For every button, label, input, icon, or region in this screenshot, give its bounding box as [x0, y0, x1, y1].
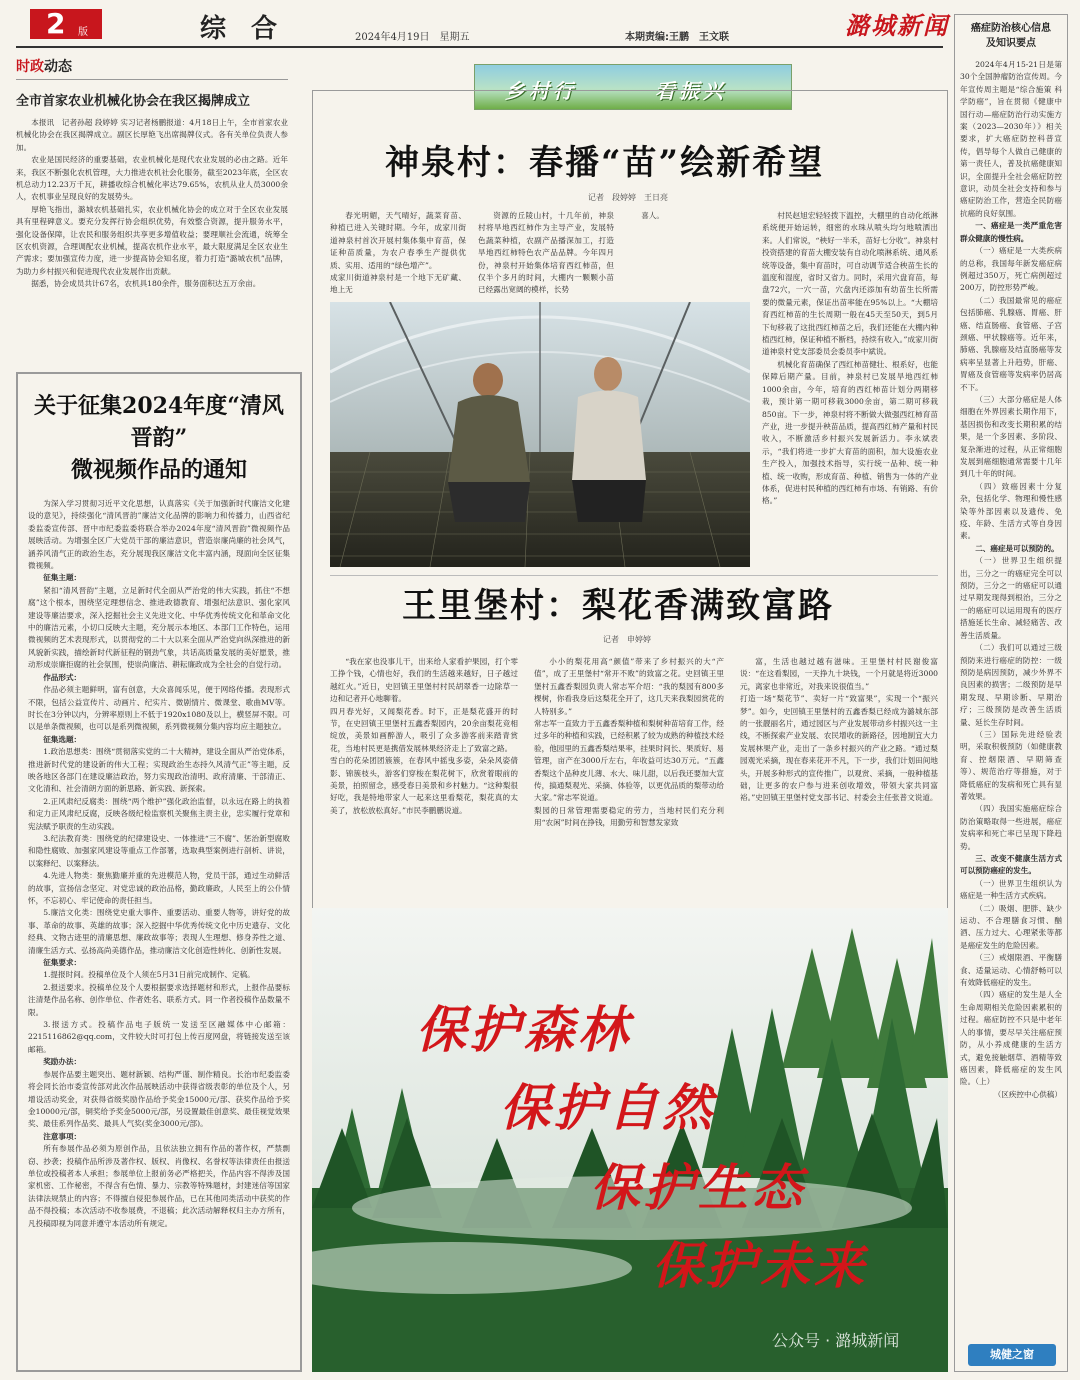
issue-date: 2024年4月19日 星期五	[355, 32, 470, 43]
notice-direction: 2.正风肃纪反腐类：围绕“两个维护”强化政治监督，以永远在路上的执着和定力正风肃纪反腐，反映各级纪检监察机关聚焦主责主业，忠实履行党章和宪法赋予职责的生动实践。	[28, 796, 290, 831]
health-sidebar	[954, 14, 1068, 1372]
sidebar-section: 二、癌症是可以预防的。	[975, 543, 1059, 553]
article1-column-3: 喜人。	[641, 211, 664, 220]
forest-slogan-2: 保护自然	[500, 1078, 716, 1137]
sidebar-section: （二）吸烟、肥胖、缺少运动、不合理膳食习惯、酗酒、压力过大、心理紧张等都是癌症发生的危险因素。	[960, 903, 1062, 950]
page-number: 2	[46, 7, 66, 40]
section-name: 综 合	[200, 14, 286, 44]
sidebar-section: （四）致癌因素十分复杂，包括化学、物理和慢性感染等外部因素以及遗传、免疫、年龄、生活方式等自身因素。	[960, 481, 1062, 541]
forest-slogan-1: 保护森林	[416, 1000, 632, 1059]
article1-column-1: 春光明媚，天气晴好，蔬菜育苗、种植已进入关键时期。今年，成家川街道神泉村首次开展村集体集中育苗，保证种苗质量，为农户春季生产提供优质、实用、适用的“绿色增产”。 成家川街道神泉村是一个地下无矿藏、地上无	[330, 211, 466, 295]
article2-column-2: 小小的梨花用高“颜值”带来了乡村振兴的大“产值”，成了王里堡村“常开不败”的致富之花。史回镇王里堡村五鑫香梨园负责人常志军介绍：“我的梨园有800多棵树，你看我身后这梨花全开了，这几天来我梨园赏花的人特别多。” 常志军一直致力于五鑫香梨种植和梨树种苗培育工作，经过多年的种植和实践，已经积累了较为成熟的种植技术经验，他园里的五鑫香梨结果率，挂果时间长、果质好、易管理，亩产在3000斤左右，年收益可达30万元。“五鑫香梨这个品种皮儿薄、水大、味儿甜，以后我还要加大宣传，搞通梨观光、采摘、体验等，以更优品质的梨带动给大家。”常志军说道。 梨园的日常管理需要稳定的劳力，当地村民们充分利用“农闲”时间在挣钱，用勤劳和智慧发家致	[534, 657, 724, 828]
politics-paragraph: 农业是国民经济的重要基础，农业机械化是现代农业发展的必由之路。近年来，我区不断强化农机管理，大力推进农机社会化服务，截至2023年底，全区农机总动力12.23万千瓦，耕播收综合机械化率达79.65%，农机从业人员3000余人，农机事业呈现良好的发展势头。	[16, 155, 288, 202]
politics-paragraph: 本报讯 记者孙超 段婷婷 实习记者杨鹏报道：4月18日上午，全市首家农业机械化协会在我区揭牌成立。副区长厚艳飞出席揭牌仪式。各有关单位负责人参加。	[16, 118, 288, 152]
article1-byline: 记者 段婷婷 王日亮	[588, 193, 668, 202]
sidebar-section: （一）癌症是一大类疾病的总称，我国每年新发癌症病例超过350万，死亡病例超过200万，防控形势严峻。	[960, 246, 1062, 293]
paper-logo: 潞城新闻	[845, 11, 949, 40]
sidebar-section: （四）我国实施癌症综合防治策略取得一些进展，癌症发病率和死亡率已呈现下降趋势。	[960, 804, 1062, 851]
masthead	[0, 0, 1080, 50]
greenhouse-illustration	[330, 302, 750, 567]
notice-direction: 3.纪法教育类：围绕党的纪律建设史、一体推进“三不腐”、惩治新型腐败和隐性腐败、加强家风建设等重点工作部署，选取典型案例进行剖析、讲说，以案释纪、以案释法。	[28, 833, 290, 868]
notice-requirement: 1.提报时间。投稿单位及个人须在5月31日前完成制作、定稿。	[43, 970, 255, 980]
banner-left-text: 乡村行	[505, 79, 577, 103]
forest-slogan-4: 保护未来	[652, 1236, 868, 1295]
notice-box: 关于征集2024年度“清风晋韵” 微视频作品的通知 为深入学习贯彻习近平文化思想，认真落实《关于加强新时代廉洁文化建设的意见》，持续强化“清风晋韵”廉洁文化品牌的影响力和传播力，山西省纪委监委宣传部、晋中市纪委监委将联合举办2024年度“清风晋韵”微视频作品展映活动。为增强全区广大党员干部的廉洁意识，营造崇廉尚廉的社会风气，涵养风清气正的政治生态，充分展现我区廉洁文化丰富内涵，现面向全区征集微视频。 征集主题： 紧扣“清风晋韵”主题，立足新时代全面从严治党的伟大实践，抓住“不想腐”这个根本，围绕坚定理想信念、推进政德教育、增强纪法意识、强化家风建设等廉洁要求，深入挖掘社会主义先进文化、中华优秀传统文化和革命文化中的廉洁元素，小切口反映大主题，充分展示本地区、本部门工作特色，运用微视频的艺术表现形式，以贯彻党的二十大以来全面从严治党向纵深推进的新风貌新实践，描绘新时代新征程的钢劲气象，共话高质量发展的美好愿景，推动形成崇廉拒腐的社会氛围，使崇尚廉洁、耕耘廉政成为全社会的自觉行动。 作品形式： 作品必须主题鲜明，富有创意，大众喜闻乐见，便于网络传播。表现形式不限，包括公益宣传片、动画片、纪实片、微剧情片、微课堂、歌曲MV等。时长在3分钟以内，分辨率原则上不低于1920x1080及以上，横竖屏不限。可以是单条微视频，也可以是系列微视频，系列微视频分集内容均应主题独立。 征集选题： 1.政治思想类：围绕“贯彻落实党的二十大精神，建设全面从严治党体系，推进新时代党的建设新的伟大工程；实现政治生态持久风清气正”等主题，反映各地区各部门在建设廉洁政治，努力实现政治清明、政府清廉、干部清正、文化清和、社会清朗方面的新思路、新实践、新探索。 2.正风肃纪反腐类：围绕“两个维护”强化政治监督，以永远在路上的执着和定力正风肃纪反腐，反映各级纪检监察机关聚焦主责主业，忠实履行党章和宪法赋予职责的生动实践。 3.纪法教育类：围绕党的纪律建设史、一体推进“三不腐”、惩治新型腐败和隐性腐败、加强家风建设等重点工作部署，选取典型案例进行剖析、讲说，以案释纪、以案释法。 4.先进人物类：聚焦勤廉并重的先进模范人物，党员干部，通过生动鲜活的故事，宣扬信念坚定、对党忠诚的政治品格，勤政廉政，人民至上的公仆情怀，不忘初心、牢记使命的责任担当。 5.廉洁文化类：围绕党史重大事件、重要活动、重要人物等，讲好党的故事、革命的故事、英雄的故事；深入挖掘中华优秀传统文化中历史遗存、文化经典、文物古迹里的清廉思想、廉政故事等；表现人生理想、修身养性之道、清廉生活方式、弘扬高尚美德作品，推动廉洁文化创造性转化、创新性发展。 征集要求： 1.提报时间。投稿单位及个人须在5月31日前完成制作、定稿。 2.报送要求。投稿单位及个人要根据要求选择题材和形式，上报作品要标注清楚作品名称、创作单位、作者姓名、联系方式。同一作者投稿作品数量不限。 3.报送方式。投稿作品电子版统一发送至区融媒体中心邮箱：2215116862@qq.com，文件较大时可打包上传百度网盘，将链接发送至该邮箱。 奖励办法： 参展作品要主题突出、题材新颖、结构严谨、制作精良。长治市纪委监委将会同长治市委宣传部对此次作品展映活动中获得省级表彰的单位及个人，另增设活动奖金，对获得省级奖励作品给予奖金15000元/部、获奖作品给予奖金10000元/部，铜奖给予奖金5000元/部，另设置最佳创意奖、最佳视觉效果奖、最佳系列作品奖、最具人气奖(奖金3000元/部)。 注意事项： 所有参展作品必须为原创作品，且依法独立拥有作品的著作权，严禁剽窃、抄袭；投稿作品所涉及著作权、版权、肖像权、名誉权等法律责任由报送单位或投稿者本人承担；参展单位上报前务必严格把关，作品内容不得涉及国家机密、工作秘密，不得含有色情、暴力、宗教等特殊题材，封建迷信等国家法律法规禁止的内容；不得擅自侵犯参展作品，已在其他同类活动中获奖的作品不得投稿；本次活动不收参展费，不退稿；此次活动解释权归主办方所有，凡投稿即视为同意并遵守本活动所有规定。	[16, 372, 302, 1372]
sidebar-title: 癌症防治核心信息 及知识要点	[971, 23, 1051, 49]
notice-direction: 4.先进人物类：聚焦勤廉并重的先进模范人物，党员干部，通过生动鲜活的故事，宣扬信念坚定、对党忠诚的政治品格，勤政廉政，人民至上的公仆情怀，不忘初心、牢记使命的责任担当。	[28, 871, 290, 905]
forest-poster	[312, 908, 948, 1372]
sidebar-source: （区疾控中心供稿）	[993, 1089, 1062, 1099]
article2-column-1: “我在家也没事儿干，出来给人家看护果园，打个零工挣个钱，心情也好，我们的生活越来越好，日子越过越红火。”近日，史回镇王里堡村村民胡翠香一边除草一边和记者开心地聊着。 四月春光好，又闻梨花香。时下，正是梨花盛开的时节，在史回镇王里堡村五鑫香梨园内，20余亩梨花竞相绽放，美景如画醉游人，吸引了众多游客前来踏青赏花，当地村民更是携借发展林果经济走上了致富之路。 雪白的花朵团团簇簇，在春风中摇曳多姿，朵朵风姿倩影、锦簇枝头，游客们穿梭在梨花树下，欣赏着眼前的美景，拍照留念，感受春日美景和乡村魅力。“这种梨很好吃，我是特地带家人一起来这里看梨花，梨花真的太美了，放松放松真好。”市民李鹏鹏说道。	[330, 657, 518, 815]
notice-requirement: 2.报送要求。投稿单位及个人要根据要求选择题材和形式，上报作品要标注清楚作品名称、创作单位、作者姓名、联系方式。同一作者投稿作品数量不限。	[28, 982, 290, 1017]
notice-direction: 5.廉洁文化类：围绕党史重大事件、重要活动、重要人物等，讲好党的故事、革命的故事、英雄的故事；深入挖掘中华优秀传统文化中历史遗存、文化经典、文物古迹里的清廉思想、廉政故事等；表现人生理想、修身养性之道、清廉生活方式、弘扬高尚美德作品，推动廉洁文化创造性转化、创新性发展。	[28, 908, 290, 955]
sidebar-section: （三）戒烟限酒、平衡膳食、适量运动、心情舒畅可以有效降低癌症的发生。	[960, 953, 1062, 988]
sidebar-section: （一）世界卫生组织提出，三分之一的癌症完全可以预防，三分之一的癌症可以通过早期发现得到根治，三分之一的癌症可以运用现有的医疗措施延长生命、减轻痛苦、改善生活质量。	[960, 556, 1062, 640]
forest-illustration	[312, 908, 948, 1372]
politics-paragraph: 据悉，协会成员共计67名，农机具180余件，服务面积达五万余亩。	[31, 279, 261, 289]
banner-right-text: 看振兴	[655, 79, 727, 103]
page-number-box	[30, 9, 102, 39]
forest-slogan-3: 保护生态	[590, 1158, 806, 1217]
notice-direction: 1.政治思想类：围绕“贯彻落实党的二十大精神，建设全面从严治党体系，推进新时代党的建设新的伟大工程；实现政治生态持久风清气正”等主题，反映各地区各部门在建设廉洁政治，努力实现政治清明、政府清廉、干部清正、文化清和、社会清朗方面的新思路、新实践、新探索。	[28, 747, 290, 794]
politics-section	[16, 56, 288, 356]
article2-byline: 记者 申婷婷	[603, 635, 651, 644]
sidebar-section: （二）我国最常见的癌症包括肺癌、乳腺癌、胃癌、肝癌、结直肠癌、食管癌、子宫颈癌、甲状腺癌等。近年来，肺癌、乳腺癌及结直肠癌等发病率呈显著上升趋势，肝癌、胃癌及食管癌等发病率仍居高不下。	[960, 295, 1062, 392]
sidebar-intro: 2024年4月15-21日是第30个全国肿瘤防治宣传周。今年宣传周主题是“综合施策 科学防癌”，旨在贯彻《健康中国行动—癌症防治行动实施方案（2023—2030年）》相关要求，扩大癌症防控科普宣传，倡导每个人做自己健康的第一责任人，普及抗癌健康知识，全面提升全社会癌症防控意识，动员全社会支持和参与癌症防治工作，营造全民防癌抗癌的良好氛围。	[960, 60, 1062, 218]
politics-paragraph: 厚艳飞指出，潞城农机基础扎实，农业机械化协会的成立对于全区农业发展具有里程碑意义。要充分发挥行协会组织优势，有效整合资源，提升服务水平，强化设备保障，让农民和服务组织共享更多增值收益；要理顺社会流通，统筹全区农机资源，合理调配农业机械，提高农机作业水平，最大限度满足全区农业生产需求；要加强宣传力度，进一步提高协会知名度，着力打造“潞城农机”品牌，为助力乡村振兴和促进现代农业发展作出贡献。	[16, 204, 288, 276]
article2-title: 王里堡村：梨花香满致富路	[402, 586, 834, 626]
article1-column-4: 村民赵旭宏轻轻拨下温控，大棚里的自动化纸淋系统便开始运转，细密的水珠从喷头均匀地喷洒出来。人们常说，“秧好一半禾，苗好七分收”。神泉村投资搭建的育苗大棚安装有自动化喷淋系统、通风系统等设备，集中育苗时，可自动调节适合秧苗生长的温度和湿度，省时又省力。同时，采用穴盘育苗，每盘72穴，一穴一苗，穴盘内还添加有幼苗生长所需要的微量元素，保证出苗率能在95%以上。“大棚培育西红柿苗的生长周期一般在45天至50天，到5月下旬移栽了这批西红柿苗之后，我们还能在大棚内种植西红柿，保证种植不断档，持续有收入。”成家川街道神泉村党支部委员会委员李中斌说。 机械化育苗确保了西红柿苗健壮、根系好，也能保障后期产量。目前，神泉村已发展旱地西红柿1000余亩，今年，培育的西红柿苗计划分两期移栽，预计第一期可移栽3000余亩，第二期可移栽850亩。下一步，神泉村将不断做大做强西红柿育苗产业，进一步提升秧苗品质，提高西红柿产量和村民收入，不断激活乡村振兴发展新活力。李永斌表示，“我们将进一步扩大育苗的面积，加大设施农业生产投入，加强技术指导，实行统一品种、统一种植、统一收购，形成育苗、种植、销售为一体的产业体系，促进村民种植的西红柿有市场、有销路、有价格。”	[762, 211, 938, 506]
editors: 本期责编:王鹏 王文联	[625, 32, 729, 43]
politics-headline: 全市首家农业机械化协会在我区揭牌成立	[16, 94, 251, 109]
politics-label: 时政动态	[16, 56, 288, 80]
notice-title: 关于征集2024年度“清风晋韵” 微视频作品的通知	[34, 393, 284, 483]
sidebar-section: （二）我们可以通过三级预防来进行癌症的防控：一级预防是病因预防，减少外界不良因素的损害；二级预防是早期发现、早期诊断、早期治疗；三级预防是改善生活质量、延长生存时间。	[960, 643, 1062, 727]
wechat-watermark: 公众号 · 潞城新闻	[772, 1331, 900, 1350]
sidebar-section: 一、癌症是一类严重危害群众健康的慢性病。	[960, 221, 1062, 243]
article1-column-2: 资源的丘陵山村，十几年前，神泉村将旱地西红柿作为主导产业，发展特色蔬菜种植，农副产品播深加工，打造旱地西红柿特色农产品品牌。今年四月份，神泉村开始集体培育西红柿苗，但仅半个多月的时间，大棚内一颗颗小苗已经露出宽阔的模样，长势	[478, 211, 614, 295]
sidebar-section: （四）癌症的发生是人全生命周期相关危险因素累积的过程。癌症防控不只是中老年人的事情，要尽早关注癌症预防，从小养成健康的生活方式，避免接触烟草、酒精等致癌因素，降低癌症的发生风险。（上）	[960, 990, 1062, 1087]
sidebar-section: （三）大部分癌症是人体细胞在外界因素长期作用下，基因损伤和改变长期积累的结果，是一个多因素、多阶段、复杂渐进的过程，从正常细胞发展到癌细胞通常需要十几年到几十年的时间。	[960, 394, 1062, 479]
article1-title: 神泉村：春播“苗”绘新希望	[385, 143, 825, 183]
notice-intro: 为深入学习贯彻习近平文化思想，认真落实《关于加强新时代廉洁文化建设的意见》，持续强化“清风晋韵”廉洁文化品牌的影响力和传播力，山西省纪委监委宣传部、晋中市纪委监委将联合举办2024年度“清风晋韵”微视频作品展映活动。为增强全区广大党员干部的廉洁意识，营造崇廉尚廉的社会风气，涵养风清气正的政治生态，充分展现我区廉洁文化丰富内涵，现面向全区征集微视频。	[28, 499, 290, 571]
sidebar-logo: 城健之窗	[968, 1344, 1056, 1366]
page-suffix: 版	[78, 27, 88, 38]
article2-column-3: 富，生活也越过越有滋味。王里堡村村民谢俊富说：“在这看梨园，一天挣九十块钱，一个月就是将近3000元，离家也非常近，对我来说很值当。” 打造一场“梨花节”、卖好一片“致富果”，实现一个“振兴梦”。如今，史回镇王里堡村的五鑫香梨已经成为潞城东部的一张靓丽名片，通过园区与产业发展带动乡村振兴这一主线，不断探索产业发展、农民增收的新路径，因地制宜大力发展林果产业，走出了一条乡村振兴的产业之路。“通过梨园观光采摘，现在春来花开不凡，下一步，我们计划田间地头，开展多种形式的宣传推广，以观赏、采摘，一般种植基础，让更多的农户参与进来创收增效，带领大家共同富裕。”史回镇王里堡村党支部书记、村委会主任张普文说道。	[740, 657, 938, 803]
sidebar-section: （一）世界卫生组织认为癌症是一种生活方式疾病。	[960, 878, 1062, 901]
greenhouse-photo	[330, 302, 750, 567]
notice-requirement: 3.报送方式。投稿作品电子版统一发送至区融媒体中心邮箱：2215116862@qq.com，文件较大时可打包上传百度网盘，将链接发送至该邮箱。	[28, 1020, 290, 1054]
sidebar-section: 三、改变不健康生活方式可以预防癌症的发生。	[960, 854, 1062, 876]
sidebar-section: （三）国际先进经验表明，采取积极预防（如健康教育、控烟限酒、早期筛查等）、规范治疗等措施，对于降低癌症的发病和死亡具有显著效果。	[960, 729, 1062, 801]
